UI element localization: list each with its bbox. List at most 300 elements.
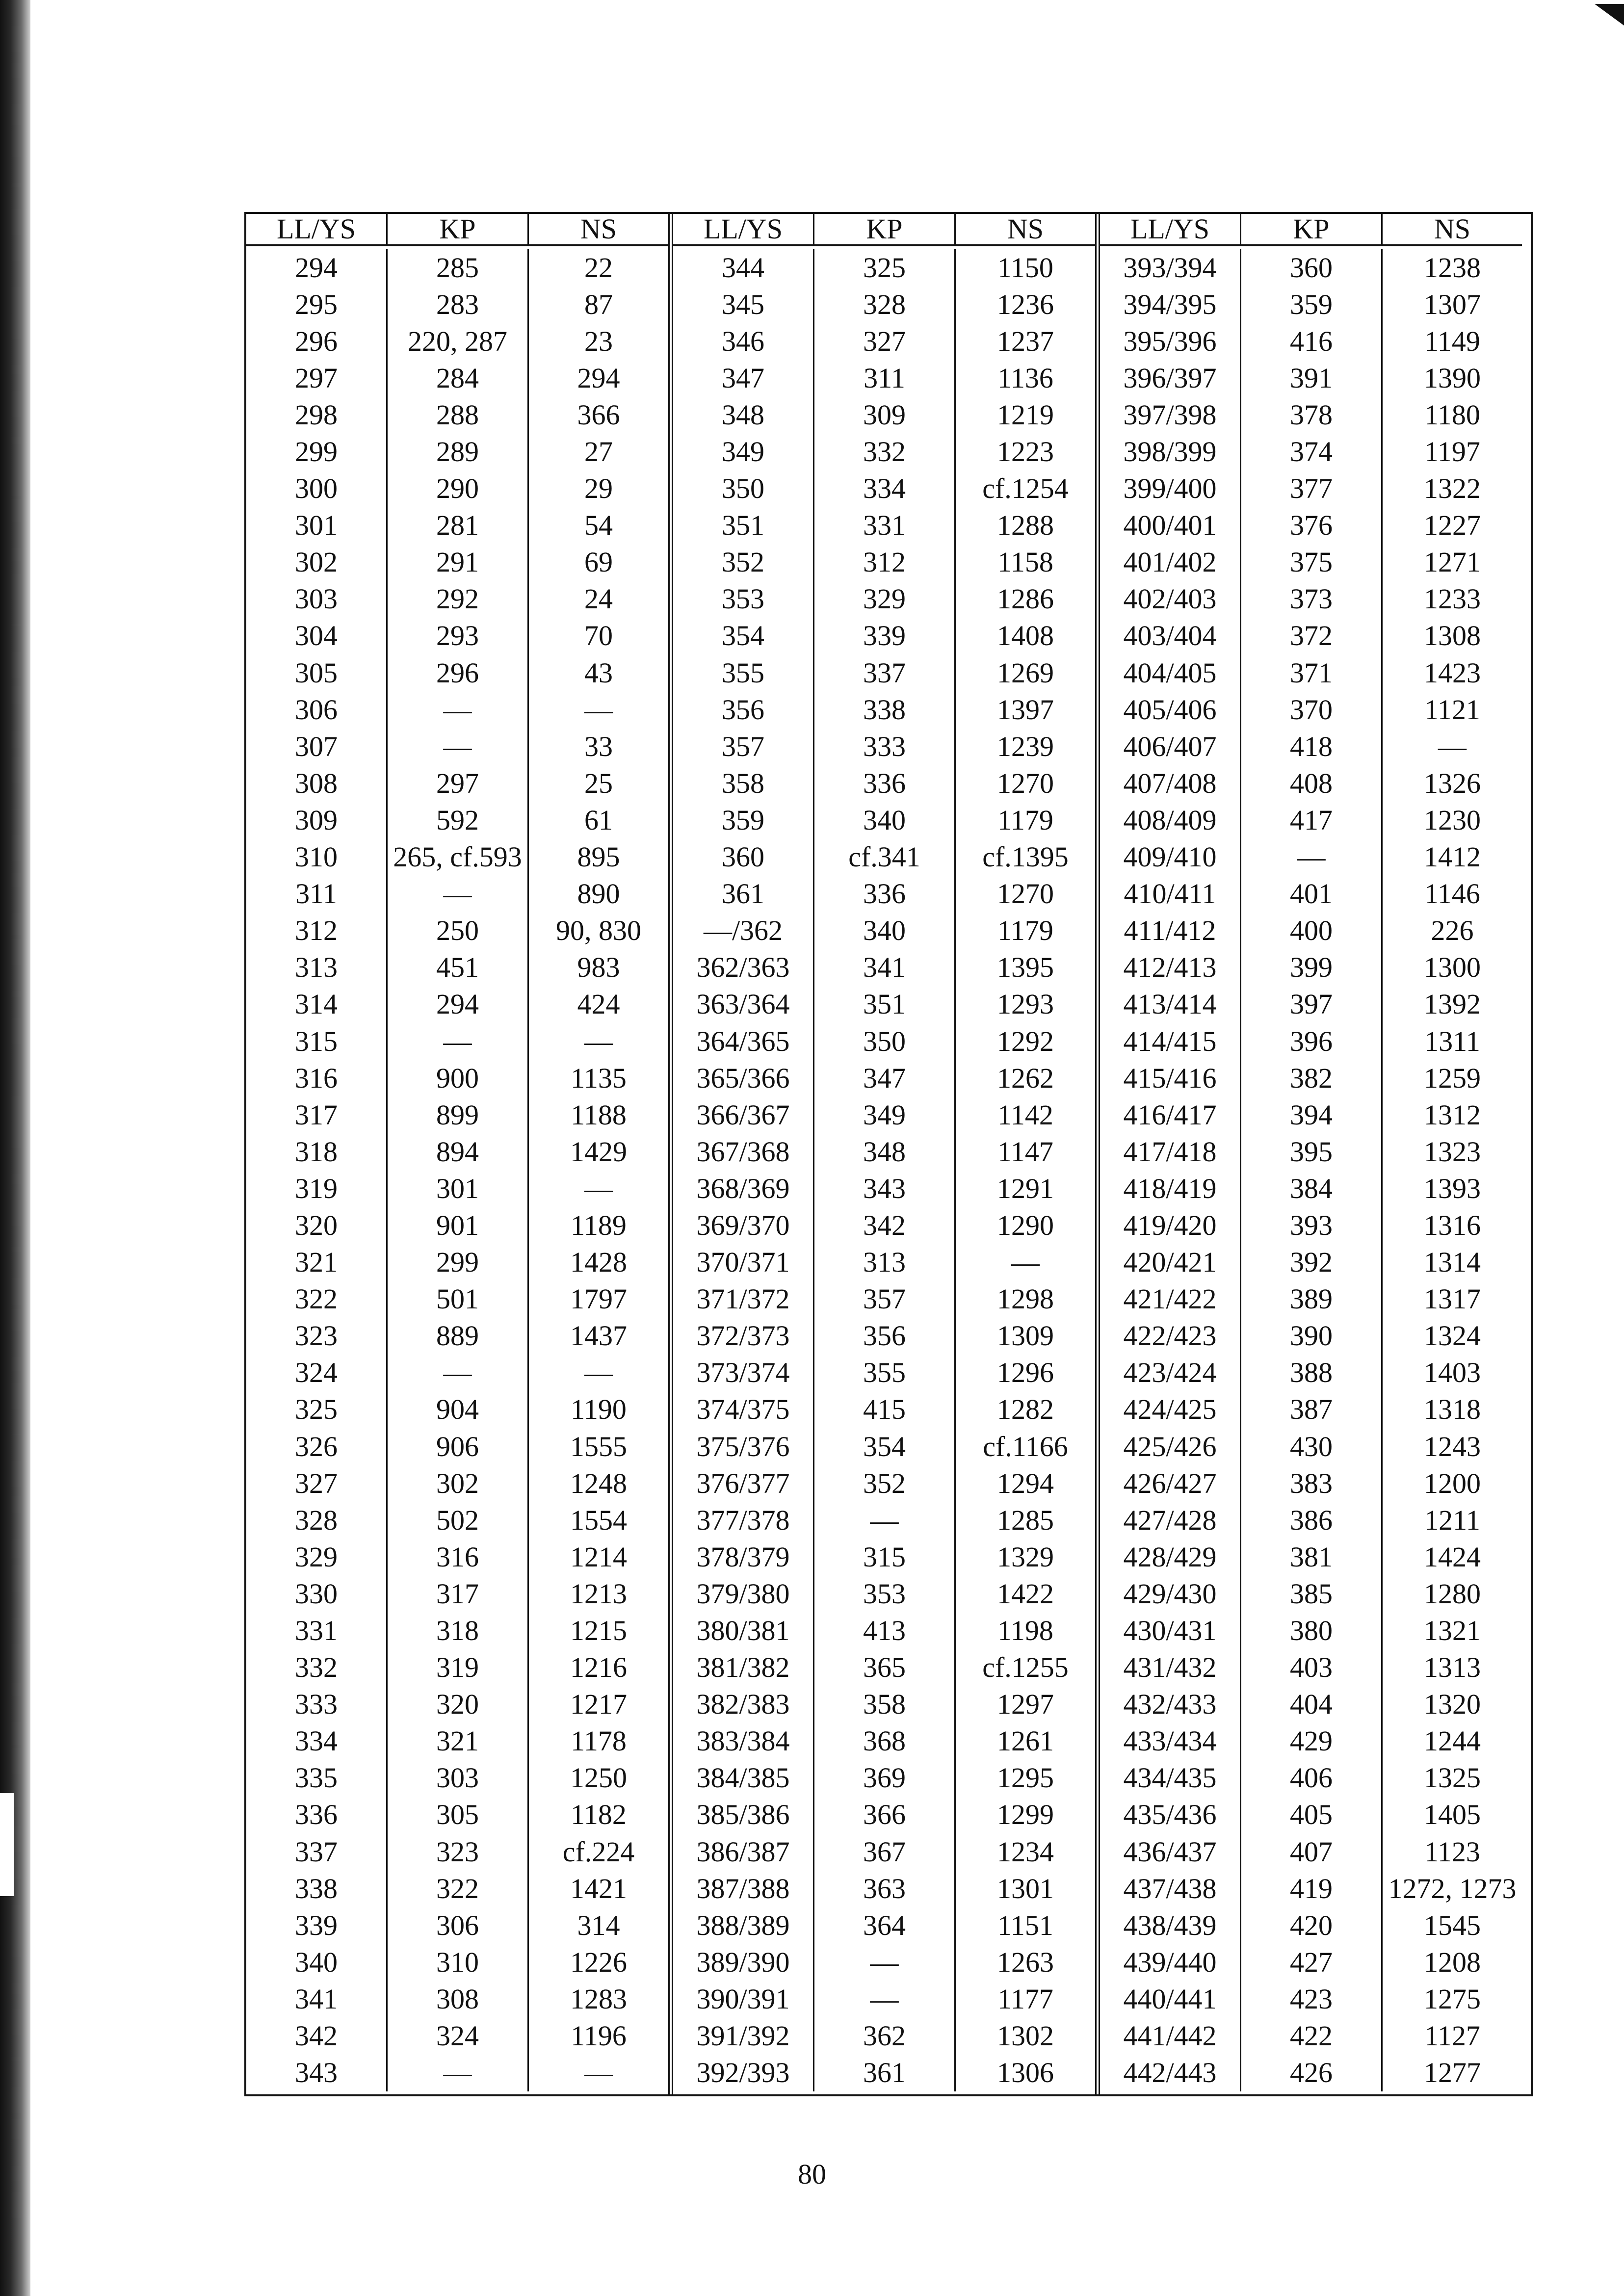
ns-cell: 1293 (954, 986, 1095, 1023)
kp-cell: 399 (1240, 949, 1381, 986)
ns-cell: — (527, 1170, 668, 1207)
ll-ys-cell: 329 (295, 1540, 338, 1573)
ll-ys-cell: 347 (722, 362, 764, 394)
kp-cell: 303 (386, 1760, 527, 1797)
ll-ys-cell: 414/415 (1123, 1025, 1217, 1057)
table-row (246, 433, 668, 470)
table-row (673, 1244, 1095, 1281)
table-row (1100, 2055, 1522, 2091)
ns-cell: cf.1395 (954, 839, 1095, 876)
table-row (246, 691, 668, 728)
ll-ys-cell: 356 (722, 693, 764, 726)
ll-ys-cell: 363/364 (696, 988, 790, 1020)
kp-cell: 427 (1240, 1944, 1381, 1981)
ns-cell: 1216 (527, 1649, 668, 1686)
ns-cell: 1146 (1381, 876, 1522, 913)
ll-ys-cell: 422/423 (1123, 1320, 1217, 1352)
kp-cell: 305 (386, 1797, 527, 1833)
column-header: NS (954, 214, 1095, 244)
kp-cell: 281 (386, 507, 527, 544)
kp-cell: 419 (1240, 1870, 1381, 1907)
ll-ys-cell: 416/417 (1123, 1098, 1217, 1131)
ns-cell: 1151 (954, 1907, 1095, 1944)
column-header: LL/YS (703, 214, 783, 244)
ns-cell: 1316 (1381, 1207, 1522, 1244)
table-row (673, 802, 1095, 838)
kp-cell: 302 (386, 1465, 527, 1502)
ns-cell: 1423 (1381, 654, 1522, 691)
kp-cell: 310 (386, 1944, 527, 1981)
ll-ys-cell: 380/381 (696, 1615, 790, 1647)
ll-ys-cell: 337 (295, 1835, 338, 1868)
ns-cell: 1291 (954, 1170, 1095, 1207)
ll-ys-cell: 434/435 (1123, 1762, 1217, 1794)
table-row (246, 1502, 668, 1539)
ns-cell: 1318 (1381, 1391, 1522, 1428)
ns-cell: 1545 (1381, 1907, 1522, 1944)
kp-cell: 329 (813, 581, 954, 618)
kp-cell: 355 (813, 1355, 954, 1391)
kp-cell: 420 (1240, 1907, 1381, 1944)
table-row (246, 986, 668, 1023)
ns-cell: 1275 (1381, 1981, 1522, 2017)
ll-ys-cell: 421/422 (1123, 1283, 1217, 1315)
ll-ys-cell: 405/406 (1123, 693, 1217, 726)
kp-cell: 320 (386, 1686, 527, 1723)
table-row (673, 1575, 1095, 1612)
ns-cell: 54 (527, 507, 668, 544)
ll-ys-cell: 407/408 (1123, 767, 1217, 799)
ll-ys-cell: 425/426 (1123, 1430, 1217, 1462)
ns-cell: 314 (527, 1907, 668, 1944)
table-row (1100, 1870, 1522, 1907)
kp-cell: 342 (813, 1207, 954, 1244)
table-row (246, 581, 668, 618)
kp-cell: 332 (813, 433, 954, 470)
table-row (246, 839, 668, 876)
ll-ys-cell: 417/418 (1123, 1135, 1217, 1168)
table-row (673, 1391, 1095, 1428)
ns-cell: 1177 (954, 1981, 1095, 2017)
ns-cell: 61 (527, 802, 668, 838)
table-row (673, 507, 1095, 544)
ns-cell: 1311 (1381, 1023, 1522, 1060)
ns-cell: cf.224 (527, 1833, 668, 1870)
table-row (673, 470, 1095, 507)
ns-cell: 1227 (1381, 507, 1522, 544)
table-row (1100, 1649, 1522, 1686)
ns-cell: 366 (527, 396, 668, 433)
kp-cell: 361 (813, 2055, 954, 2091)
ll-ys-cell: 397/398 (1123, 398, 1217, 431)
ll-ys-cell: 342 (295, 2020, 338, 2052)
ns-cell: 1429 (527, 1133, 668, 1170)
ll-ys-cell: 325 (295, 1393, 338, 1426)
table-row (1100, 1060, 1522, 1096)
ns-cell: 1236 (954, 286, 1095, 323)
table-row (246, 802, 668, 838)
ll-ys-cell: 298 (295, 398, 338, 431)
kp-cell: — (386, 728, 527, 765)
ns-cell: 1277 (1381, 2055, 1522, 2091)
ll-ys-cell: 366/367 (696, 1098, 790, 1131)
ll-ys-cell: 431/432 (1123, 1651, 1217, 1684)
ns-cell: 1329 (954, 1539, 1095, 1575)
ll-ys-cell: 369/370 (696, 1209, 790, 1241)
ns-cell: 1196 (527, 2018, 668, 2055)
ns-cell: 1121 (1381, 691, 1522, 728)
ll-ys-cell: 349 (722, 436, 764, 468)
ll-ys-cell: 433/434 (1123, 1725, 1217, 1757)
kp-cell: 331 (813, 507, 954, 544)
ns-cell: 1403 (1381, 1355, 1522, 1391)
ns-cell: 1317 (1381, 1281, 1522, 1318)
ll-ys-cell: 303 (295, 583, 338, 615)
table-row (673, 1170, 1095, 1207)
page-number: 80 (798, 2158, 826, 2190)
table-row (1100, 1355, 1522, 1391)
ll-ys-cell: 361 (722, 878, 764, 910)
column-header: KP (386, 214, 527, 244)
ns-cell: — (527, 1355, 668, 1391)
table-row (246, 876, 668, 913)
ll-ys-cell: 343 (295, 2057, 338, 2089)
kp-cell: 283 (386, 286, 527, 323)
ll-ys-cell: 294 (295, 251, 338, 284)
kp-cell: — (813, 1981, 954, 2017)
ll-ys-cell: 377/378 (696, 1504, 790, 1536)
table-row (1100, 1797, 1522, 1833)
ns-cell: 24 (527, 581, 668, 618)
kp-cell: — (386, 1355, 527, 1391)
kp-cell: 360 (1240, 249, 1381, 286)
kp-cell: 318 (386, 1612, 527, 1649)
ns-cell: 1142 (954, 1096, 1095, 1133)
kp-cell: 417 (1240, 802, 1381, 838)
kp-cell: 900 (386, 1060, 527, 1096)
kp-cell: 316 (386, 1539, 527, 1575)
ll-ys-cell: 364/365 (696, 1025, 790, 1057)
ll-ys-cell: 374/375 (696, 1393, 790, 1426)
ll-ys-cell: 321 (295, 1246, 338, 1278)
ns-cell: 1301 (954, 1870, 1095, 1907)
ns-cell: 1233 (1381, 581, 1522, 618)
scan-shadow-edge (0, 0, 30, 2296)
table-row (673, 286, 1095, 323)
table-row (673, 1133, 1095, 1170)
kp-cell: 388 (1240, 1355, 1381, 1391)
header-row (1100, 214, 1522, 246)
table-row (1100, 286, 1522, 323)
table-row (246, 1170, 668, 1207)
ll-ys-cell: 310 (295, 841, 338, 873)
kp-cell: 373 (1240, 581, 1381, 618)
kp-cell: 288 (386, 396, 527, 433)
ll-ys-cell: 396/397 (1123, 362, 1217, 394)
table-row (1100, 1244, 1522, 1281)
table-row (1100, 507, 1522, 544)
table-row (246, 1612, 668, 1649)
ns-cell: 1437 (527, 1318, 668, 1355)
ll-ys-cell: 334 (295, 1725, 338, 1757)
ll-ys-cell: 437/438 (1123, 1872, 1217, 1905)
ns-cell: 1238 (1381, 249, 1522, 286)
kp-cell: 396 (1240, 1023, 1381, 1060)
concordance-table (244, 212, 1533, 2096)
table-row (246, 286, 668, 323)
table-row (246, 1355, 668, 1391)
ll-ys-cell: 438/439 (1123, 1909, 1217, 1941)
table-row (1100, 618, 1522, 654)
scan-edge-notch (0, 1793, 14, 1896)
table-row (673, 618, 1095, 654)
table-row (673, 249, 1095, 286)
ns-cell: 1263 (954, 1944, 1095, 1981)
ns-cell: 1554 (527, 1502, 668, 1539)
table-row (673, 581, 1095, 618)
ns-cell: 1217 (527, 1686, 668, 1723)
table-row (246, 1686, 668, 1723)
table-row (1100, 1170, 1522, 1207)
ns-cell: — (527, 1023, 668, 1060)
table-row (246, 470, 668, 507)
ns-cell: 1208 (1381, 1944, 1522, 1981)
ll-ys-cell: 370/371 (696, 1246, 790, 1278)
ns-cell: 1296 (954, 1355, 1095, 1391)
kp-cell: — (813, 1944, 954, 1981)
ns-cell: 27 (527, 433, 668, 470)
ns-cell: 1178 (527, 1723, 668, 1760)
kp-cell: 376 (1240, 507, 1381, 544)
table-row (246, 1833, 668, 1870)
kp-cell: 370 (1240, 691, 1381, 728)
ll-ys-cell: 413/414 (1123, 988, 1217, 1020)
table-row (673, 323, 1095, 360)
kp-cell: 308 (386, 1981, 527, 2017)
ll-ys-cell: 324 (295, 1357, 338, 1389)
table-row (673, 2018, 1095, 2055)
kp-cell: 381 (1240, 1539, 1381, 1575)
table-row (246, 1760, 668, 1797)
ns-cell: 1150 (954, 249, 1095, 286)
kp-cell: 502 (386, 1502, 527, 1539)
ns-cell: 1390 (1381, 360, 1522, 396)
ll-ys-cell: 408/409 (1123, 804, 1217, 836)
table-row (1100, 1539, 1522, 1575)
kp-cell: 362 (813, 2018, 954, 2055)
ns-cell: 1324 (1381, 1318, 1522, 1355)
table-row (1100, 433, 1522, 470)
kp-cell: 333 (813, 728, 954, 765)
ns-cell: 1294 (954, 1465, 1095, 1502)
ll-ys-cell: 418/419 (1123, 1172, 1217, 1204)
table-row (673, 2055, 1095, 2091)
ns-cell: 1326 (1381, 765, 1522, 802)
kp-cell: 367 (813, 1833, 954, 1870)
kp-cell: 336 (813, 765, 954, 802)
table-row (673, 1281, 1095, 1318)
ll-ys-cell: 429/430 (1123, 1577, 1217, 1610)
column-header: KP (1240, 214, 1381, 244)
ll-ys-cell: 350 (722, 472, 764, 505)
table-block-2 (668, 214, 1095, 2094)
table-row (246, 1944, 668, 1981)
table-row (246, 728, 668, 765)
ll-ys-cell: 373/374 (696, 1357, 790, 1389)
ll-ys-cell: 436/437 (1123, 1835, 1217, 1868)
table-row (673, 1465, 1095, 1502)
table-row (246, 249, 668, 286)
ns-cell: 1299 (954, 1797, 1095, 1833)
table-row (246, 913, 668, 949)
kp-cell: 429 (1240, 1723, 1381, 1760)
ns-cell: 1325 (1381, 1760, 1522, 1797)
kp-cell: 322 (386, 1870, 527, 1907)
page-corner-mark (1595, 4, 1624, 26)
kp-cell: 386 (1240, 1502, 1381, 1539)
ns-cell: 90, 830 (527, 913, 668, 949)
ll-ys-cell: 428/429 (1123, 1540, 1217, 1573)
table-row (1100, 1465, 1522, 1502)
ll-ys-cell: 348 (722, 398, 764, 431)
kp-cell: 401 (1240, 876, 1381, 913)
kp-cell: 415 (813, 1391, 954, 1428)
table-row (673, 396, 1095, 433)
ns-cell: cf.1255 (954, 1649, 1095, 1686)
kp-cell: 350 (813, 1023, 954, 1060)
kp-cell: 290 (386, 470, 527, 507)
kp-cell: 349 (813, 1096, 954, 1133)
ns-cell: 1269 (954, 654, 1095, 691)
kp-cell: — (386, 1023, 527, 1060)
kp-cell: 378 (1240, 396, 1381, 433)
table-row (673, 544, 1095, 581)
kp-cell: 408 (1240, 765, 1381, 802)
table-row (1100, 1391, 1522, 1428)
table-row (1100, 986, 1522, 1023)
ns-cell: 1797 (527, 1281, 668, 1318)
ns-cell: 1313 (1381, 1649, 1522, 1686)
ns-cell: 1555 (527, 1428, 668, 1465)
ll-ys-cell: 419/420 (1123, 1209, 1217, 1241)
table-row (246, 544, 668, 581)
ns-cell: 1215 (527, 1612, 668, 1649)
ns-cell: 1179 (954, 802, 1095, 838)
ns-cell: 895 (527, 839, 668, 876)
table-row (246, 323, 668, 360)
ll-ys-cell: 299 (295, 436, 338, 468)
ns-cell: 1393 (1381, 1170, 1522, 1207)
ll-ys-cell: 388/389 (696, 1909, 790, 1941)
kp-cell: 889 (386, 1318, 527, 1355)
kp-cell: 250 (386, 913, 527, 949)
ns-cell: — (954, 1244, 1095, 1281)
ns-cell: 1190 (527, 1391, 668, 1428)
ns-cell: 1321 (1381, 1612, 1522, 1649)
ll-ys-cell: 340 (295, 1946, 338, 1978)
ll-ys-cell: 359 (722, 804, 764, 836)
table-row (1100, 1096, 1522, 1133)
ll-ys-cell: 305 (295, 656, 338, 689)
kp-cell: — (386, 2055, 527, 2091)
kp-cell: 339 (813, 618, 954, 654)
kp-cell: 430 (1240, 1428, 1381, 1465)
ns-cell: 1308 (1381, 618, 1522, 654)
ll-ys-cell: 427/428 (1123, 1504, 1217, 1536)
kp-cell: 375 (1240, 544, 1381, 581)
ns-cell: 294 (527, 360, 668, 396)
kp-cell: 354 (813, 1428, 954, 1465)
ll-ys-cell: 391/392 (696, 2020, 790, 2052)
ns-cell: 1248 (527, 1465, 668, 1502)
kp-cell: 315 (813, 1539, 954, 1575)
ns-cell: 1223 (954, 433, 1095, 470)
table-row (246, 1391, 668, 1428)
kp-cell: 296 (386, 654, 527, 691)
table-row (673, 765, 1095, 802)
kp-cell: 328 (813, 286, 954, 323)
kp-cell: 306 (386, 1907, 527, 1944)
ns-cell: 890 (527, 876, 668, 913)
ns-cell: 1283 (527, 1981, 668, 2017)
table-row (673, 1870, 1095, 1907)
ns-cell: cf.1254 (954, 470, 1095, 507)
kp-cell: 319 (386, 1649, 527, 1686)
table-row (1100, 249, 1522, 286)
kp-cell: 311 (813, 360, 954, 396)
ll-ys-cell: 357 (722, 730, 764, 762)
ll-ys-cell: 387/388 (696, 1872, 790, 1905)
kp-cell: 293 (386, 618, 527, 654)
ll-ys-cell: 317 (295, 1098, 338, 1131)
ll-ys-cell: 372/373 (696, 1320, 790, 1352)
ns-cell: 1422 (954, 1575, 1095, 1612)
ll-ys-cell: 346 (722, 325, 764, 357)
kp-cell: 374 (1240, 433, 1381, 470)
ll-ys-cell: 335 (295, 1762, 338, 1794)
kp-cell: 364 (813, 1907, 954, 1944)
ns-cell: 1392 (1381, 986, 1522, 1023)
ns-cell: 1239 (954, 728, 1095, 765)
kp-cell: 393 (1240, 1207, 1381, 1244)
table-row (1100, 1833, 1522, 1870)
table-row (1100, 1023, 1522, 1060)
kp-cell: 404 (1240, 1686, 1381, 1723)
table-row (246, 618, 668, 654)
ns-cell: 1272, 1273 (1381, 1870, 1522, 1907)
ll-ys-cell: 323 (295, 1320, 338, 1352)
ns-cell: 70 (527, 618, 668, 654)
table-block-3 (1095, 214, 1522, 2094)
kp-cell: 325 (813, 249, 954, 286)
kp-cell: 289 (386, 433, 527, 470)
table-row (1100, 1318, 1522, 1355)
table-row (246, 1060, 668, 1096)
ll-ys-cell: 304 (295, 620, 338, 652)
ns-cell: 1405 (1381, 1797, 1522, 1833)
ll-ys-cell: 423/424 (1123, 1357, 1217, 1389)
ll-ys-cell: 367/368 (696, 1135, 790, 1168)
table-row (246, 654, 668, 691)
ll-ys-cell: 328 (295, 1504, 338, 1536)
kp-cell: 406 (1240, 1760, 1381, 1797)
ll-ys-cell: 411/412 (1124, 914, 1216, 947)
ll-ys-cell: 426/427 (1123, 1467, 1217, 1499)
kp-cell: 451 (386, 949, 527, 986)
ll-ys-cell: 326 (295, 1430, 338, 1462)
column-header: NS (1381, 214, 1522, 244)
table-row (246, 1465, 668, 1502)
